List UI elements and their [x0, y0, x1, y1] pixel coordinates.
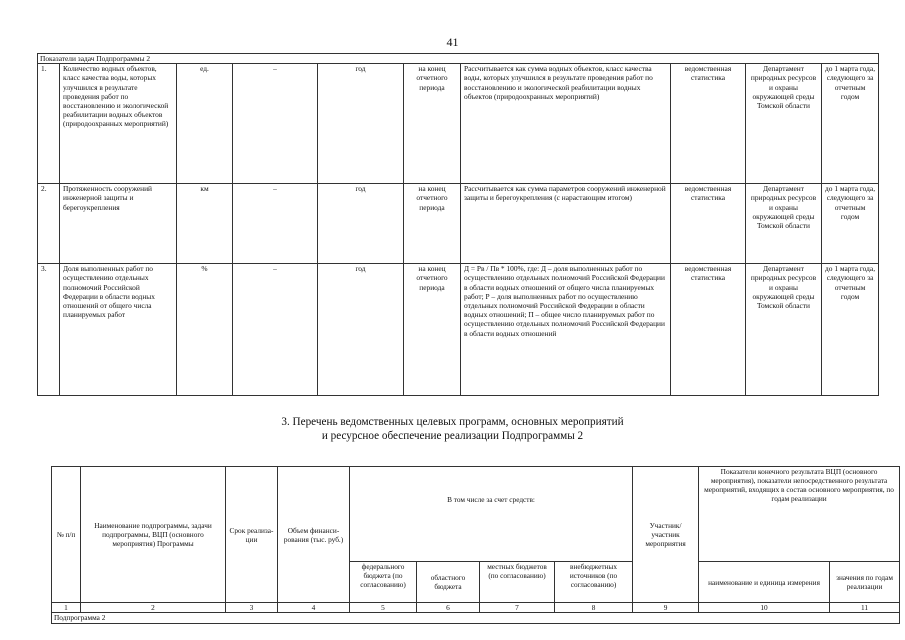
table-row — [38, 264, 879, 396]
dash-cell: – — [233, 64, 318, 184]
period-cell: год — [318, 264, 404, 396]
deadline-cell: до 1 марта года, следующего за отчетным годом — [822, 264, 879, 396]
responsible-cell: Департамент природных ресурсов и охраны окружающей среды Томской области — [746, 64, 822, 184]
header-local: местных бюджетов (по согласованию) — [480, 562, 555, 603]
indicator-name: Протяженность сооружений инженерной защиты и берегоукрепления — [60, 184, 177, 264]
header-federal: федерального бюджета (по согласованию) — [350, 562, 417, 603]
section-title-row — [38, 54, 879, 64]
header-regional: областного бюджета — [417, 562, 480, 603]
unit-cell: км — [177, 184, 233, 264]
header-name: Наименование подпрограммы, задачи подпрограммы, ВЦП (основного мероприятия) Программы — [81, 467, 226, 603]
basis-cell: на конец отчетного периода — [404, 184, 461, 264]
column-number: 1 — [52, 603, 81, 613]
header-num: № п/п — [52, 467, 81, 603]
column-numbers-row — [52, 603, 900, 613]
indicator-name: Количество водных объектов, класс качества воды, которых улучшился в результате проведения работ по восстановлению и экологической реабилитации водных объектов (природоохранных мероприятий) — [60, 64, 177, 184]
table-row — [38, 184, 879, 264]
header-extrabudget: внебюджетных источников (по согласованию) — [555, 562, 633, 603]
period-cell: год — [318, 184, 404, 264]
header-indicator-values: значения по годам реализации — [830, 562, 900, 603]
header-volume: Объем финанси-рования (тыс. руб.) — [278, 467, 350, 603]
heading-line-2: и ресурсное обеспечение реализации Подпрограммы 2 — [321, 430, 584, 442]
dash-cell: – — [233, 184, 318, 264]
column-number: 9 — [633, 603, 699, 613]
header-indicators: Показатели конечного результата ВЦП (основного мероприятия), показатели непосредственного результата мероприятий, входящих в состав основного мероприятия, по годам реализации — [699, 467, 900, 562]
unit-cell: % — [177, 264, 233, 396]
source-cell: ведомственная статистика — [671, 264, 746, 396]
unit-cell: ед. — [177, 64, 233, 184]
table-row — [52, 613, 900, 624]
dash-cell: – — [233, 264, 318, 396]
method-cell: Рассчитывается как сумма водных объектов, класс качества воды, которых улучшился в результате проведения работ по восстановлению и экологической реабилитации водных объектов (природоохранных мероприятий) — [461, 64, 671, 184]
method-cell: Д = Рв / Пв * 100%, где: Д – доля выполненных работ по осуществлению отдельных полномочий Российской Федерации в области водных отношений от общего числа планируемых работ; Р – доля выполненных работ по осуществлению отдельных полномочий Российской Федерации в области водных отношений; П – общее число планируемых работ по осуществлению отдельных полномочий Российской Федерации в области водных отношений — [461, 264, 671, 396]
basis-cell: на конец отчетного периода — [404, 64, 461, 184]
header-participant: Участник/ участник мероприятия — [633, 467, 699, 603]
responsible-cell: Департамент природных ресурсов и охраны окружающей среды Томской области — [746, 264, 822, 396]
column-number: 6 — [417, 603, 480, 613]
column-number: 8 — [555, 603, 633, 613]
source-cell: ведомственная статистика — [671, 184, 746, 264]
column-number: 7 — [480, 603, 555, 613]
subprogram-row-label: Подпрограмма 2 — [52, 613, 900, 624]
deadline-cell: до 1 марта года, следующего за отчетным годом — [822, 184, 879, 264]
column-number: 2 — [81, 603, 226, 613]
indicator-name: Доля выполненных работ по осуществлению отдельных полномочий Российской Федерации в области водных отношений от общего числа планируемых работ — [60, 264, 177, 396]
section-heading — [0, 415, 905, 443]
section-title: Показатели задач Подпрограммы 2 — [38, 54, 879, 64]
deadline-cell: до 1 марта года, следующего за отчетным годом — [822, 64, 879, 184]
header-row — [52, 467, 900, 562]
column-number: 4 — [278, 603, 350, 613]
column-number: 10 — [699, 603, 830, 613]
heading-line-1: 3. Перечень ведомственных целевых программ, основных мероприятий — [281, 416, 624, 428]
method-cell: Рассчитывается как сумма параметров сооружений инженерной защиты и берегоукрепления (с нарастающим итогом) — [461, 184, 671, 264]
column-number: 5 — [350, 603, 417, 613]
resources-table — [51, 466, 900, 624]
header-indicator-name: наименование и единица измерения — [699, 562, 830, 603]
period-cell: год — [318, 64, 404, 184]
column-number: 3 — [226, 603, 278, 613]
row-number: 3. — [38, 264, 60, 396]
header-term: Срок реализа-ции — [226, 467, 278, 603]
source-cell: ведомственная статистика — [671, 64, 746, 184]
indicators-table — [37, 53, 879, 396]
row-number: 2. — [38, 184, 60, 264]
responsible-cell: Департамент природных ресурсов и охраны окружающей среды Томской области — [746, 184, 822, 264]
page-number: 41 — [446, 35, 459, 49]
basis-cell: на конец отчетного периода — [404, 264, 461, 396]
table-row — [38, 64, 879, 184]
row-number: 1. — [38, 64, 60, 184]
column-number: 11 — [830, 603, 900, 613]
header-including: В том числе за счет средств: — [350, 467, 633, 562]
